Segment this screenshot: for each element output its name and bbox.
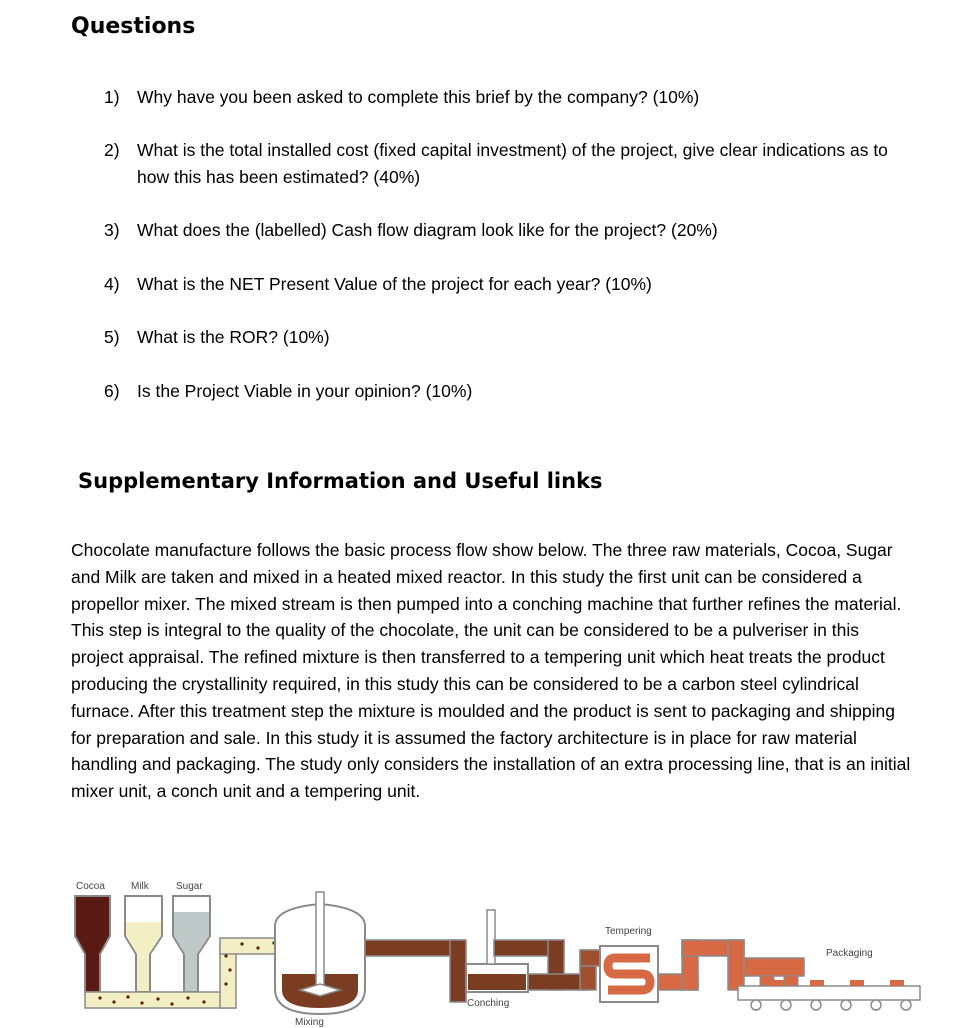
question-number: 6) bbox=[104, 381, 120, 401]
question-text: What is the total installed cost (fixed capital investment) of the project, give clear indications as to how this has been estimated? (40%) bbox=[137, 140, 888, 187]
packaging-label: Packaging bbox=[826, 948, 873, 959]
sugar-label: Sugar bbox=[176, 881, 203, 892]
mixing-label: Mixing bbox=[295, 1017, 324, 1028]
question-item bbox=[104, 137, 924, 191]
cocoa-hopper bbox=[75, 896, 110, 992]
question-text: Is the Project Viable in your opinion? (10%) bbox=[137, 381, 473, 401]
supplementary-heading: Supplementary Information and Useful links bbox=[78, 469, 603, 493]
question-number: 2) bbox=[104, 140, 120, 160]
tempering-label: Tempering bbox=[605, 926, 652, 937]
conching-label: Conching bbox=[467, 998, 510, 1009]
milk-hopper bbox=[125, 896, 162, 992]
questions-heading: Questions bbox=[71, 14, 196, 39]
milk-label: Milk bbox=[131, 881, 149, 892]
question-number: 4) bbox=[104, 274, 120, 294]
question-number: 3) bbox=[104, 220, 120, 240]
chocolate-process-flow-diagram bbox=[70, 874, 930, 1028]
question-item bbox=[104, 324, 924, 351]
question-item bbox=[104, 217, 924, 244]
tempering-unit bbox=[600, 940, 744, 1002]
question-item bbox=[104, 271, 924, 298]
cocoa-label: Cocoa bbox=[76, 881, 105, 892]
process-description-paragraph: Chocolate manufacture follows the basic process flow show below. The three raw materials, Cocoa, Sugar and Milk are taken and mixed in a heated mixed reactor. In this study the first unit can be considered a propellor mixer. The mixed stream is then pumped into a conching machine that further refines the material. This step is integral to the quality of the chocolate, the unit can be considered to be a pulveriser in this project appraisal. The refined mixture is then transferred to a tempering unit which heat treats the product producing the crystallinity required, in this study this can be considered to be a carbon steel cylindrical furnace. After this treatment step the mixture is moulded and the product is sent to packaging and shipping for preparation and sale. In this study it is assumed the factory architecture is in place for raw material handling and packaging. The study only considers the installation of an extra processing line, that is an initial mixer unit, a conch unit and a tempering unit. bbox=[71, 540, 911, 802]
sugar-hopper bbox=[173, 896, 210, 992]
question-item bbox=[104, 84, 924, 111]
question-number: 1) bbox=[104, 87, 120, 107]
conche-unit bbox=[466, 910, 588, 992]
mixer-vessel bbox=[275, 892, 365, 1014]
question-number: 5) bbox=[104, 327, 120, 347]
question-text: Why have you been asked to complete this brief by the company? (10%) bbox=[137, 87, 700, 107]
question-text: What does the (labelled) Cash flow diagram look like for the project? (20%) bbox=[137, 220, 718, 240]
question-text: What is the ROR? (10%) bbox=[137, 327, 330, 347]
transfer-pipe-1 bbox=[365, 940, 466, 1002]
question-item bbox=[104, 378, 924, 405]
question-text: What is the NET Present Value of the project for each year? (10%) bbox=[137, 274, 652, 294]
